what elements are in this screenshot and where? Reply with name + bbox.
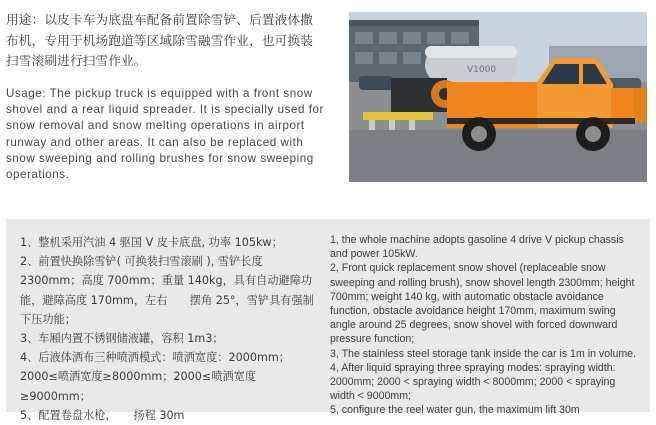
usage-text-en: Usage: The pickup truck is equipped with a front snow shovel and a rear liquid spreader. It is specially used for snow removal and snow melting operations in airport runway and other areas. It can also be replaced with snow sweeping and rolling brushes for snow sweeping operations. [6,87,324,182]
spec-list-en [330,233,642,418]
spec-item-en: 3, The stainless steel storage tank inside the car is 1m in volume. [330,347,636,360]
spec-item-cn: 1、整机采用汽油 4 驱国 V 皮卡底盘, 功率 105kw； [20,236,283,249]
spec-panel [6,219,650,422]
spec-item-cn: 3、车厢内置不锈钢储液罐，容积 1m3； [20,332,224,346]
spec-list-cn [20,233,316,425]
spec-item-en: 2, Front quick replacement snow shovel (replaceable snow sweeping and rolling brush), snow shovel length 2300mm; height 700mm; weight 140 kg, with automatic obstacle avoidance function, obstacle avoidance height 170mm, maximum swing angle around 25 degrees, snow shovel with forced downward pressure function; [330,262,635,346]
product-photo [349,12,647,182]
spec-item-cn: 5、配置卷盘水枪， 扬程 30m [20,408,185,422]
spec-item-en: 5, configure the reel water gun, the maximum lift 30m [330,404,580,417]
spec-item-cn: 4、后液体洒布三种喷洒模式：喷洒宽度：2000mm；2000≤喷洒宽度≥8000mm；2000≤喷洒宽度≥9000mm； [20,351,290,403]
spec-item-en: 4, After liquid spraying three spraying modes: spraying width: 2000mm; 2000 < spraying width < 8000mm; 2000 < spraying width < 9000mm; [330,361,616,403]
spec-item-cn: 2、前置快换除雪铲( 可换装扫雪滚刷 ), 雪铲长度 2300mm；高度 700mm；重量 140kg，具有自动避障功能，避障高度 170mm，左右 摆角 25°，雪铲具有强制下压功能； [20,255,314,326]
usage-text-cn: 用途：以皮卡车为底盘车配备前置除雪铲、后置液体撒布机，专用于机场跑道等区域除雪融雪作业，也可换装扫雪滚刷进行扫雪作业。 [6,12,314,68]
tank-plate: V1000 [467,65,497,75]
spec-item-en: 1, the whole machine adopts gasoline 4 drive V pickup chassis and power 105kW. [330,234,624,261]
